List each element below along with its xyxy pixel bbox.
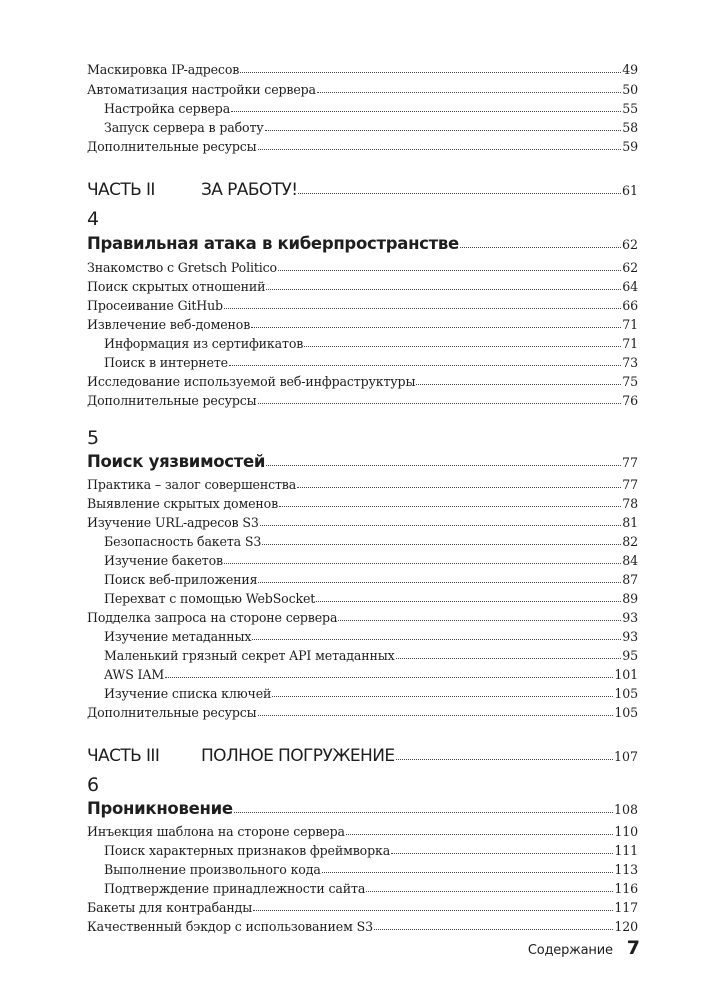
toc-entry[interactable] [87, 139, 638, 154]
toc-subentry[interactable] [87, 843, 638, 858]
toc-entry-title: Инъекция шаблона на стороне сервера [87, 824, 345, 839]
leader-dots [391, 853, 613, 854]
leader-dots [374, 929, 613, 930]
toc-entry-page: 61 [621, 183, 638, 198]
toc-chapter-heading[interactable] [87, 799, 638, 818]
toc-entry-title: Подтверждение принадлежности сайта [104, 881, 366, 896]
toc-entry-page: 89 [622, 591, 638, 606]
leader-dots [258, 403, 622, 404]
toc-entry-page: 50 [622, 82, 638, 97]
toc-entry-title: Исследование используемой веб-инфраструктуры [87, 374, 416, 389]
toc-entry-page: 93 [622, 629, 638, 644]
part-label: ЧАСТЬ III [87, 746, 160, 766]
part-title: ПОЛНОЕ ПОГРУЖЕНИЕ [201, 746, 395, 766]
leader-dots [317, 92, 621, 93]
toc-entry-page: 77 [621, 455, 638, 470]
leader-dots [346, 834, 614, 835]
toc-entry-title: Выполнение произвольного кода [104, 862, 321, 877]
leader-dots [304, 346, 621, 347]
toc-entry[interactable] [87, 900, 638, 915]
toc-entry-page: 95 [622, 648, 638, 663]
toc-entry-title: Маскировка IP-адресов [87, 62, 240, 77]
toc-entry-page: 105 [614, 686, 638, 701]
toc-entry-title: Дополнительные ресурсы [87, 705, 257, 720]
toc-entry[interactable] [87, 317, 638, 332]
toc-entry-title: AWS IAM [104, 667, 165, 682]
leader-dots [260, 525, 622, 526]
leader-dots [265, 130, 622, 131]
toc-subentry[interactable] [87, 881, 638, 896]
toc-entry-title: Поиск веб-приложения [104, 572, 258, 587]
toc-subentry[interactable] [87, 355, 638, 370]
toc-subentry[interactable] [87, 667, 638, 682]
chapter-number: 6 [87, 774, 100, 796]
toc-subentry[interactable] [87, 101, 638, 116]
chapter-title: Правильная атака в киберпространстве [87, 234, 459, 253]
toc-entry[interactable] [87, 298, 638, 313]
toc-entry[interactable] [87, 260, 638, 275]
toc-entry-title: Качественный бэкдор с использованием S3 [87, 919, 373, 934]
toc-entry-title: Бакеты для контрабанды [87, 900, 253, 915]
toc-entry-title: Изучение URL-адресов S3 [87, 515, 259, 530]
toc-chapter-heading[interactable] [87, 452, 638, 471]
leader-dots [366, 891, 613, 892]
toc-entry-title: Автоматизация настройки сервера [87, 82, 316, 97]
toc-entry-page: 76 [622, 393, 638, 408]
leader-dots [253, 910, 613, 911]
toc-entry-page: 71 [622, 317, 638, 332]
toc-entry-title: Поиск в интернете [104, 355, 228, 370]
toc-entry[interactable] [87, 705, 638, 720]
toc-entry[interactable] [87, 515, 638, 530]
toc-entry-page: 62 [621, 237, 638, 252]
toc-entry-title: Поиск скрытых отношений [87, 279, 266, 294]
toc-entry-page: 120 [614, 919, 638, 934]
toc-entry[interactable] [87, 496, 638, 511]
leader-dots [460, 247, 621, 248]
leader-dots [224, 563, 621, 564]
toc-entry-title: Дополнительные ресурсы [87, 139, 257, 154]
leader-dots [258, 149, 622, 150]
toc-entry-title: Перехват с помощью WebSocket [104, 591, 316, 606]
toc-subentry[interactable] [87, 591, 638, 606]
toc-entry-page: 62 [622, 260, 638, 275]
leader-dots [231, 111, 621, 112]
toc-entry-title: Изучение списка ключей [104, 686, 272, 701]
toc-subentry[interactable] [87, 120, 638, 135]
toc-entry-page: 71 [622, 336, 638, 351]
part-title: ЗА РАБОТУ! [201, 180, 298, 200]
leader-dots [266, 289, 621, 290]
leader-dots [252, 639, 621, 640]
leader-dots [338, 620, 621, 621]
toc-entry[interactable] [87, 477, 638, 492]
toc-entry-page: 82 [622, 534, 638, 549]
toc-entry-page: 55 [622, 101, 638, 116]
toc-entry-title: Дополнительные ресурсы [87, 393, 257, 408]
chapter-title: Проникновение [87, 799, 233, 818]
leader-dots [316, 601, 621, 602]
toc-entry-page: 59 [622, 139, 638, 154]
toc-entry-page: 84 [622, 553, 638, 568]
toc-entry-page: 73 [622, 355, 638, 370]
toc-entry-page: 107 [613, 749, 638, 764]
toc-entry-page: 116 [614, 881, 638, 896]
toc-entry-title: Безопасность бакета S3 [104, 534, 262, 549]
toc-entry-page: 111 [614, 843, 638, 858]
toc-entry-page: 75 [622, 374, 638, 389]
toc-entry-title: Маленький грязный секрет API метаданных [104, 648, 395, 663]
leader-dots [224, 308, 621, 309]
toc-entry-page: 117 [614, 900, 638, 915]
toc-entry[interactable] [87, 610, 638, 625]
toc-entry-page: 105 [614, 705, 638, 720]
leader-dots [416, 384, 621, 385]
part-label: ЧАСТЬ II [87, 180, 155, 200]
leader-dots [240, 72, 621, 73]
chapter-title: Поиск уязвимостей [87, 452, 266, 471]
leader-dots [165, 677, 613, 678]
toc-entry-title: Знакомство с Gretsch Politico [87, 260, 277, 275]
toc-entry-page: 66 [622, 298, 638, 313]
toc-entry-page: 77 [622, 477, 638, 492]
page-number: 7 [626, 937, 640, 959]
toc-entry-page: 108 [613, 802, 638, 817]
toc-entry-title: Поиск характерных признаков фреймворка [104, 843, 391, 858]
toc-entry-title: Практика – залог совершенства [87, 477, 297, 492]
chapter-number: 4 [87, 208, 100, 230]
leader-dots [258, 582, 621, 583]
leader-dots [266, 465, 621, 466]
toc-part-heading[interactable] [87, 180, 638, 200]
toc-entry-page: 64 [622, 279, 638, 294]
toc-entry[interactable] [87, 393, 638, 408]
toc-entry-title: Извлечение веб-доменов [87, 317, 251, 332]
leader-dots [262, 544, 621, 545]
leader-dots [322, 872, 614, 873]
toc-entry[interactable] [87, 62, 638, 77]
leader-dots [229, 365, 621, 366]
toc-entry-page: 93 [622, 610, 638, 625]
leader-dots [272, 696, 613, 697]
toc-entry[interactable] [87, 824, 638, 839]
leader-dots [279, 506, 621, 507]
toc-entry-page: 49 [622, 62, 638, 77]
toc-entry-page: 87 [622, 572, 638, 587]
leader-dots [298, 193, 621, 194]
toc-entry-page: 101 [614, 667, 638, 682]
toc-entry-title: Информация из сертификатов [104, 336, 304, 351]
toc-subentry[interactable] [87, 336, 638, 351]
toc-entry-page: 110 [614, 824, 638, 839]
leader-dots [396, 759, 613, 760]
toc-entry-title: Выявление скрытых доменов [87, 496, 279, 511]
toc-part-heading[interactable] [87, 746, 638, 766]
toc-subentry[interactable] [87, 686, 638, 701]
leader-dots [251, 327, 621, 328]
toc-subentry[interactable] [87, 572, 638, 587]
leader-dots [297, 487, 621, 488]
toc-entry-title: Изучение метаданных [104, 629, 252, 644]
toc-entry[interactable] [87, 82, 638, 97]
leader-dots [278, 270, 621, 271]
leader-dots [258, 715, 614, 716]
toc-entry[interactable] [87, 279, 638, 294]
toc-subentry[interactable] [87, 629, 638, 644]
toc-entry-title: Изучение бакетов [104, 553, 223, 568]
toc-subentry[interactable] [87, 648, 638, 663]
toc-entry-page: 113 [614, 862, 638, 877]
toc-chapter-heading[interactable] [87, 234, 638, 253]
toc-entry[interactable] [87, 919, 638, 934]
toc-entry-title: Подделка запроса на стороне сервера [87, 610, 338, 625]
toc-subentry[interactable] [87, 862, 638, 877]
running-footer-section: Содержание [527, 943, 613, 958]
page-footer [528, 937, 640, 959]
toc-entry-title: Настройка сервера [104, 101, 231, 116]
toc-entry-title: Просеивание GitHub [87, 298, 223, 313]
toc-entry-page: 58 [622, 120, 638, 135]
toc-subentry[interactable] [87, 534, 638, 549]
toc-entry-page: 78 [622, 496, 638, 511]
chapter-number: 5 [87, 427, 100, 449]
toc-subentry[interactable] [87, 553, 638, 568]
toc-entry-page: 81 [622, 515, 638, 530]
leader-dots [396, 658, 622, 659]
toc-entry-title: Запуск сервера в работу [104, 120, 264, 135]
leader-dots [234, 812, 613, 813]
toc-entry[interactable] [87, 374, 638, 389]
